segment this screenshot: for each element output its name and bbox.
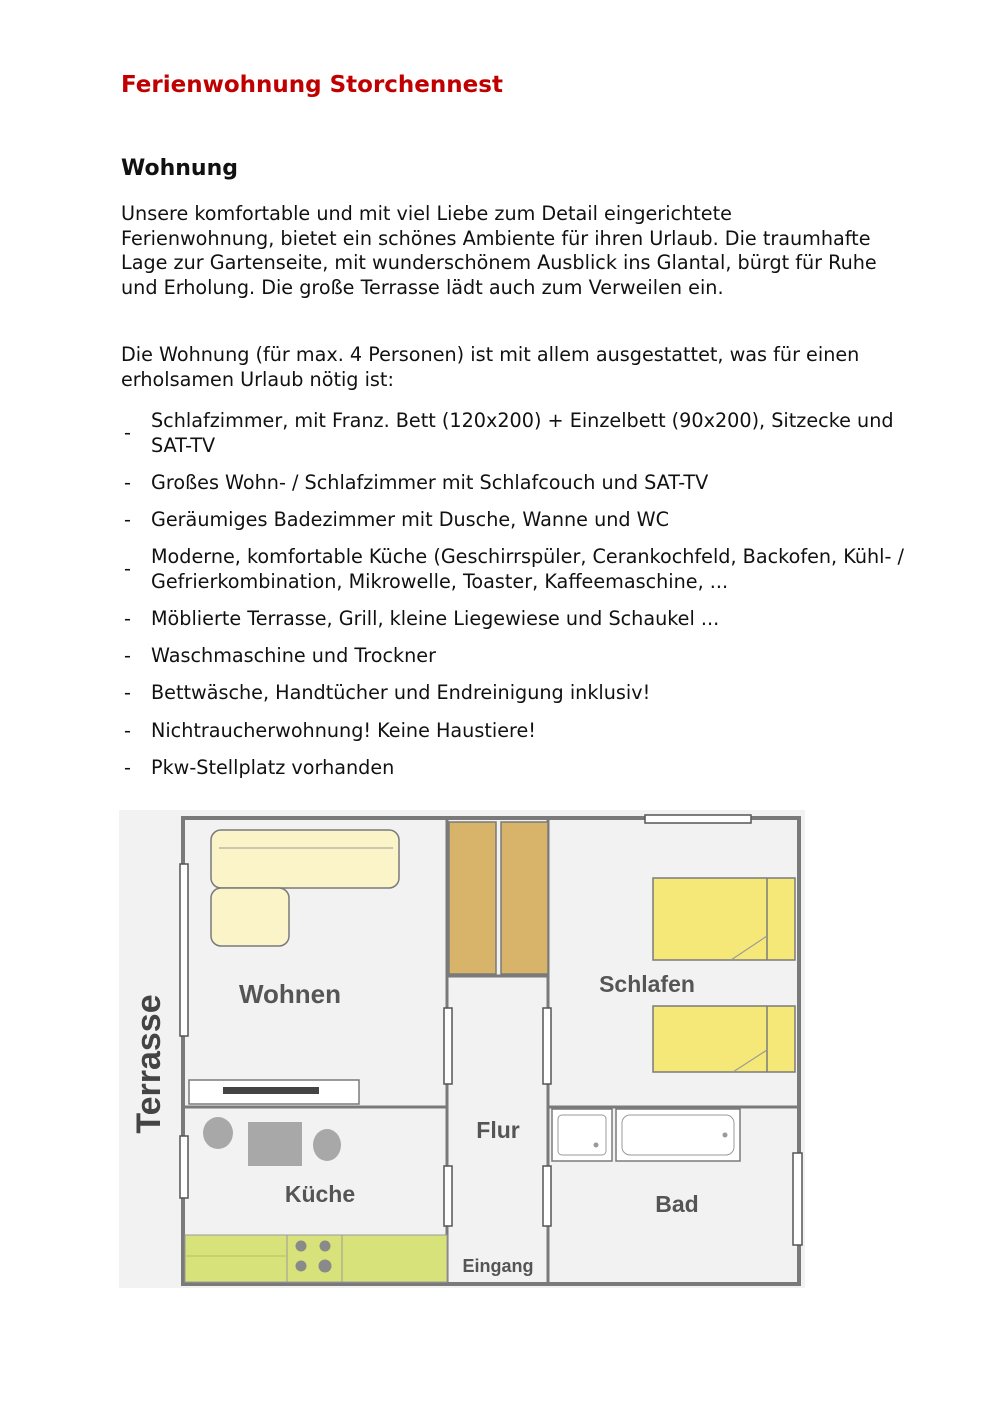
window-wohnen — [180, 864, 188, 1036]
wardrobe-left — [449, 822, 496, 974]
chair-right — [313, 1129, 341, 1161]
list-item — [121, 471, 911, 496]
list-item-text: Geräumiges Badezimmer mit Dusche, Wanne und WC — [151, 507, 670, 531]
door-kueche — [444, 1166, 452, 1226]
hob-burner-icon — [296, 1261, 307, 1272]
list-item-text: Schlafzimmer, mit Franz. Bett (120x200) + Einzelbett (90x200), Sitzecke und SAT-TV — [151, 409, 894, 457]
list-item — [121, 719, 911, 744]
bathtub-drain-icon — [723, 1133, 728, 1138]
list-item — [121, 508, 911, 533]
list-item — [121, 545, 911, 594]
chair-left — [203, 1117, 233, 1149]
list-bullet: - — [124, 606, 131, 630]
list-bullet: - — [124, 421, 131, 445]
feature-list — [121, 409, 911, 793]
door-schlafen — [543, 1008, 551, 1084]
list-bullet: - — [124, 755, 131, 779]
list-bullet: - — [124, 557, 131, 581]
sofa-back — [211, 830, 399, 888]
dining-table — [248, 1122, 302, 1166]
room-label-bad: Bad — [655, 1191, 699, 1217]
intro-paragraph: Unsere komfortable und mit viel Liebe zum Detail eingerichtete Ferienwohnung, bietet ein schönes Ambiente für ihren Urlaub. Die traumhafte Lage zur Gartenseite, mit wunderschönem Ausblick ins Glantal, bürgt für Ruhe und Erholung. Die große Terrasse lädt auch zum Verweilen ein. — [121, 202, 877, 299]
list-item — [121, 409, 911, 458]
window-schlafen — [645, 815, 751, 823]
shower-tray — [558, 1115, 606, 1155]
bed-double — [653, 878, 795, 960]
list-item-text: Möblierte Terrasse, Grill, kleine Liegewiese und Schaukel ... — [151, 606, 720, 630]
document-title: Ferienwohnung Storchennest — [121, 72, 503, 98]
list-bullet: - — [124, 644, 131, 668]
list-item-text: Großes Wohn- / Schlafzimmer mit Schlafcouch und SAT-TV — [151, 470, 709, 494]
room-label-kueche: Küche — [284, 1181, 356, 1207]
equipment-paragraph: Die Wohnung (für max. 4 Personen) ist mit allem ausgestattet, was für einen erholsamen Urlaub nötig ist: — [121, 343, 860, 391]
tv-icon — [223, 1087, 319, 1094]
section-heading: Wohnung — [121, 156, 238, 181]
list-bullet: - — [124, 470, 131, 494]
sofa-corner — [211, 888, 289, 946]
room-label-eingang: Eingang — [462, 1256, 534, 1276]
list-item — [121, 644, 911, 669]
list-item — [121, 607, 911, 632]
list-bullet: - — [124, 718, 131, 742]
hob-burner-icon — [319, 1260, 332, 1273]
window-bad — [793, 1153, 802, 1245]
list-item-text: Pkw-Stellplatz vorhanden — [151, 755, 395, 779]
kitchen-counter — [185, 1235, 447, 1282]
list-bullet: - — [124, 507, 131, 531]
list-bullet: - — [124, 681, 131, 705]
wardrobe-right — [501, 822, 548, 974]
list-item-text: Waschmaschine und Trockner — [151, 644, 436, 668]
room-label-flur: Flur — [476, 1117, 520, 1143]
hob-burner-icon — [320, 1241, 331, 1252]
room-label-schlafen: Schlafen — [599, 971, 695, 997]
door-wohnen — [444, 1008, 452, 1084]
window-kueche — [180, 1136, 188, 1198]
list-item-text: Moderne, komfortable Küche (Geschirrspüler, Cerankochfeld, Backofen, Kühl- / Gefrierkombination, Mikrowelle, Toaster, Kaffeemaschine, ... — [151, 545, 905, 593]
list-item — [121, 756, 911, 781]
bed-single — [653, 1006, 795, 1072]
list-item — [121, 681, 911, 706]
bathtub-basin — [622, 1115, 734, 1155]
shower-drain-icon — [594, 1143, 599, 1148]
room-label-wohnen: Wohnen — [238, 979, 342, 1009]
floor-plan — [119, 810, 805, 1288]
terrasse-label: Terrasse — [130, 994, 168, 1134]
list-item-text: Nichtraucherwohnung! Keine Haustiere! — [151, 718, 536, 742]
list-item-text: Bettwäsche, Handtücher und Endreinigung inklusiv! — [151, 681, 651, 705]
door-bad — [543, 1166, 551, 1226]
hob-burner-icon — [296, 1241, 307, 1252]
